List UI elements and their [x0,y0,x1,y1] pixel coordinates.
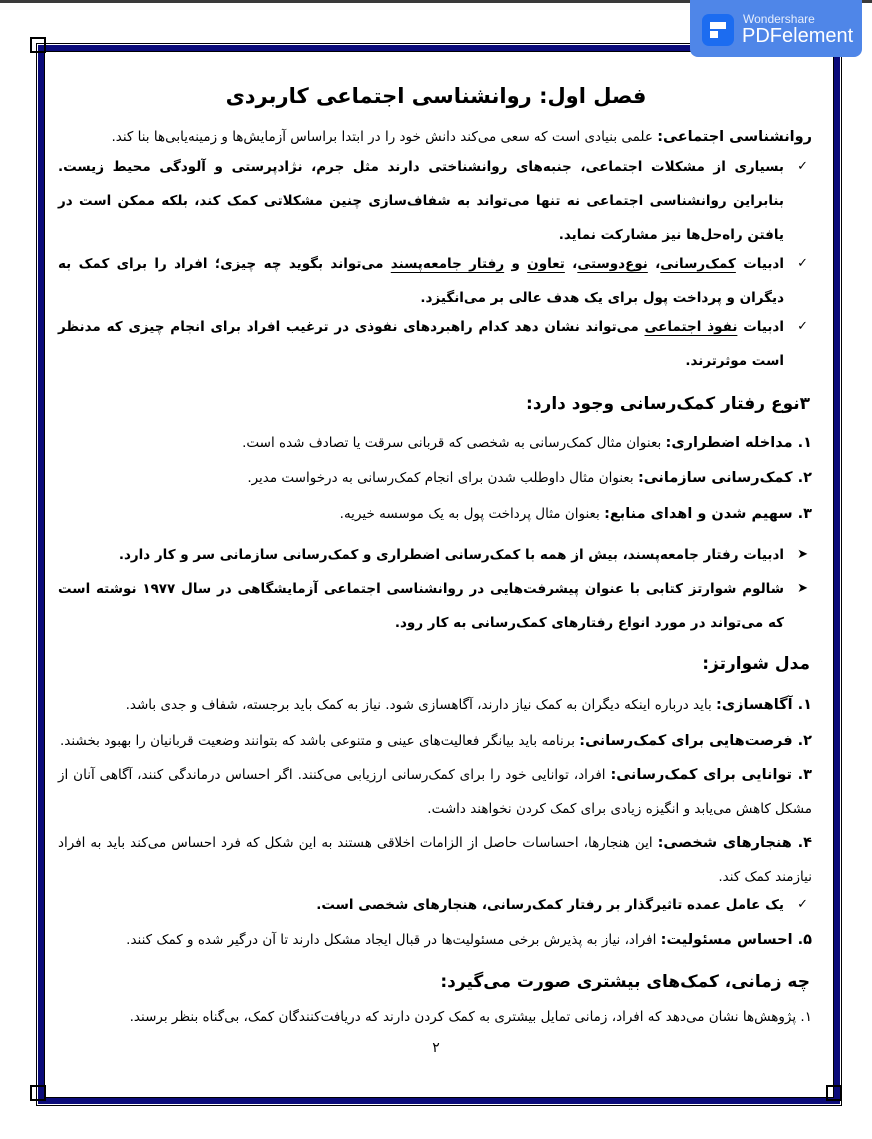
page-title: فصل اول: روانشناسی اجتماعی کاربردی [225,84,647,108]
check-bullet [58,888,808,922]
frame-corner-ornament [30,1085,46,1101]
item-label: ۳. توانایی برای کمک‌رسانی: [610,767,812,783]
bullet-text: بسیاری از مشکلات اجتماعی، جنبه‌های روانشناختی دارند مثل جرم، نژادپرستی و آلودگی محیط زیست. بنابراین روانشناسی اجتماعی نه تنها می‌تواند به شفاف‌سازی چنین مشکلاتی کمک کند، بلکه ممکن است در یافتن راه‌حل‌ها نیز مشارکت نماید. [58,159,784,243]
bullet-text: و [504,256,528,272]
bullet-text: شالوم شوارتز کتابی با عنوان پیشرفت‌هایی در روانشناسی اجتماعی آزمایشگاهی در سال ۱۹۷۷ نوشته است که می‌تواند در مورد انواع رفتارهای کمک‌رسانی به کار رود. [58,581,784,631]
check-mark-icon: ✓ [797,319,808,334]
arrowhead-bullet-icon: ➤ [797,581,808,596]
frame-corner-ornament [30,37,46,53]
underlined-term: نفوذ اجتماعی [644,319,738,335]
item-text: افراد، نیاز به پذیرش برخی مسئولیت‌ها در قبال ایجاد مشکل دارند تا آن درگیر شده و کمک کنند. [126,932,661,948]
check-mark-icon: ✓ [797,897,808,912]
numbered-item [58,724,812,758]
item-text: بعنوان مثال کمک‌رسانی به شخصی که قربانی سرقت یا تصادف شده است. [242,435,666,451]
numbered-item [58,461,812,495]
item-label: ۲. کمک‌رسانی سازمانی: [637,470,812,486]
item-label: ۱. مداخله اضطراری: [665,435,812,451]
arrow-bullet [58,572,808,640]
item-text: این هنجارها، احساسات حاصل از الزامات اخلاقی هستند به این شکل که فرد احساس می‌کند باید به افراد نیازمند کمک کند. [58,835,812,885]
section-heading: ۳نوع رفتار کمک‌رسانی وجود دارد: [526,394,810,414]
numbered-item [58,426,812,460]
frame-corner-ornament [826,1085,842,1101]
brand-small: Wondershare [743,12,815,26]
bullet-text: ادبیات [735,256,784,272]
intro-text: علمی بنیادی است که سعی می‌کند دانش خود را در ابتدا براساس آزمایش‌ها و زمینه‌یابی‌ها بنا کند. [111,129,658,145]
arrow-bullet [58,538,808,572]
item-text: ۱. پژوهش‌ها نشان می‌دهد که افراد، زمانی تمایل بیشتری به کمک کردن دارند که دریافت‌کنندگان کمک، بی‌گناه بنظر برسند. [129,1009,812,1025]
numbered-item [58,923,812,957]
item-text: باید درباره اینکه دیگران به کمک نیاز دارند، آگاهسازی شود. نیاز به کمک باید برجسته، شفاف و جدی باشد. [125,697,717,713]
bullet-text: یک عامل عمده تاثیرگذار بر رفتار کمک‌رسانی، هنجارهای شخصی است. [316,897,784,913]
numbered-item [58,1000,812,1034]
bullet-text: ادبیات [737,319,784,335]
check-bullet [58,247,808,315]
intro-label: روانشناسی اجتماعی: [657,129,812,145]
pdfelement-watermark-badge[interactable] [690,0,862,57]
numbered-item [58,497,812,531]
check-bullet [58,150,808,252]
pdfelement-logo-icon [702,14,734,46]
item-label: ۱. آگاهسازی: [716,697,812,713]
numbered-item [58,758,812,826]
item-label: ۵. احساس مسئولیت: [660,932,812,948]
bullet-text: می‌تواند نشان دهد کدام راهبردهای نفوذی در ترغیب افراد برای انجام چیزی که مدنظر است موثرترند. [58,319,784,369]
item-label: ۳. سهیم شدن و اهدای منابع: [604,506,812,522]
check-bullet [58,310,808,378]
page-number: ۲ [432,1040,440,1056]
section-heading: چه زمانی، کمک‌های بیشتری صورت می‌گیرد: [440,972,810,992]
check-mark-icon: ✓ [797,256,808,271]
underlined-term: تعاون [527,256,565,272]
item-text: بعنوان مثال داوطلب شدن برای انجام کمک‌رسانی به درخواست مدیر. [247,470,638,486]
item-text: افراد، توانایی خود را برای کمک‌رسانی ارزیابی می‌کنند. اگر احساس درماندگی کنند، آگاهی آنان از مشکل کاهش می‌یابد و انگیزه زیادی برای کمک کردن نخواهند داشت. [58,767,812,817]
numbered-item [58,688,812,722]
brand-large: PDFelement [742,25,854,47]
bullet-text: می‌تواند بگوید چه چیزی؛ افراد را برای کمک به دیگران و پرداخت پول برای یک هدف عالی بر می‌انگیزد. [58,256,784,306]
arrowhead-bullet-icon: ➤ [797,547,808,562]
item-label: ۴. هنجارهای شخصی: [657,835,813,851]
bullet-text: ادبیات رفتار جامعه‌پسند، بیش از همه با کمک‌رسانی اضطراری و کمک‌رسانی سازمانی سر و کار دارد. [118,547,784,563]
underlined-term: کمک‌رسانی [660,256,736,272]
check-mark-icon: ✓ [797,159,808,174]
underlined-term: رفتار جامعه‌پسند [390,256,505,272]
underlined-term: نوع‌دوستی [577,256,648,272]
bullet-text: ، [647,256,661,272]
bullet-text: ، [564,256,578,272]
item-label: ۲. فرصت‌هایی برای کمک‌رسانی: [579,733,812,749]
numbered-item [58,826,812,894]
item-text: برنامه باید بیانگر فعالیت‌های عینی و متنوعی باشد که بتوانند وضعیت قربانیان را بهبود بخشند. [59,733,580,749]
item-text: بعنوان مثال پرداخت پول به یک موسسه خیریه. [339,506,605,522]
section-heading: مدل شوارتز: [702,654,810,674]
intro-paragraph [58,120,812,154]
